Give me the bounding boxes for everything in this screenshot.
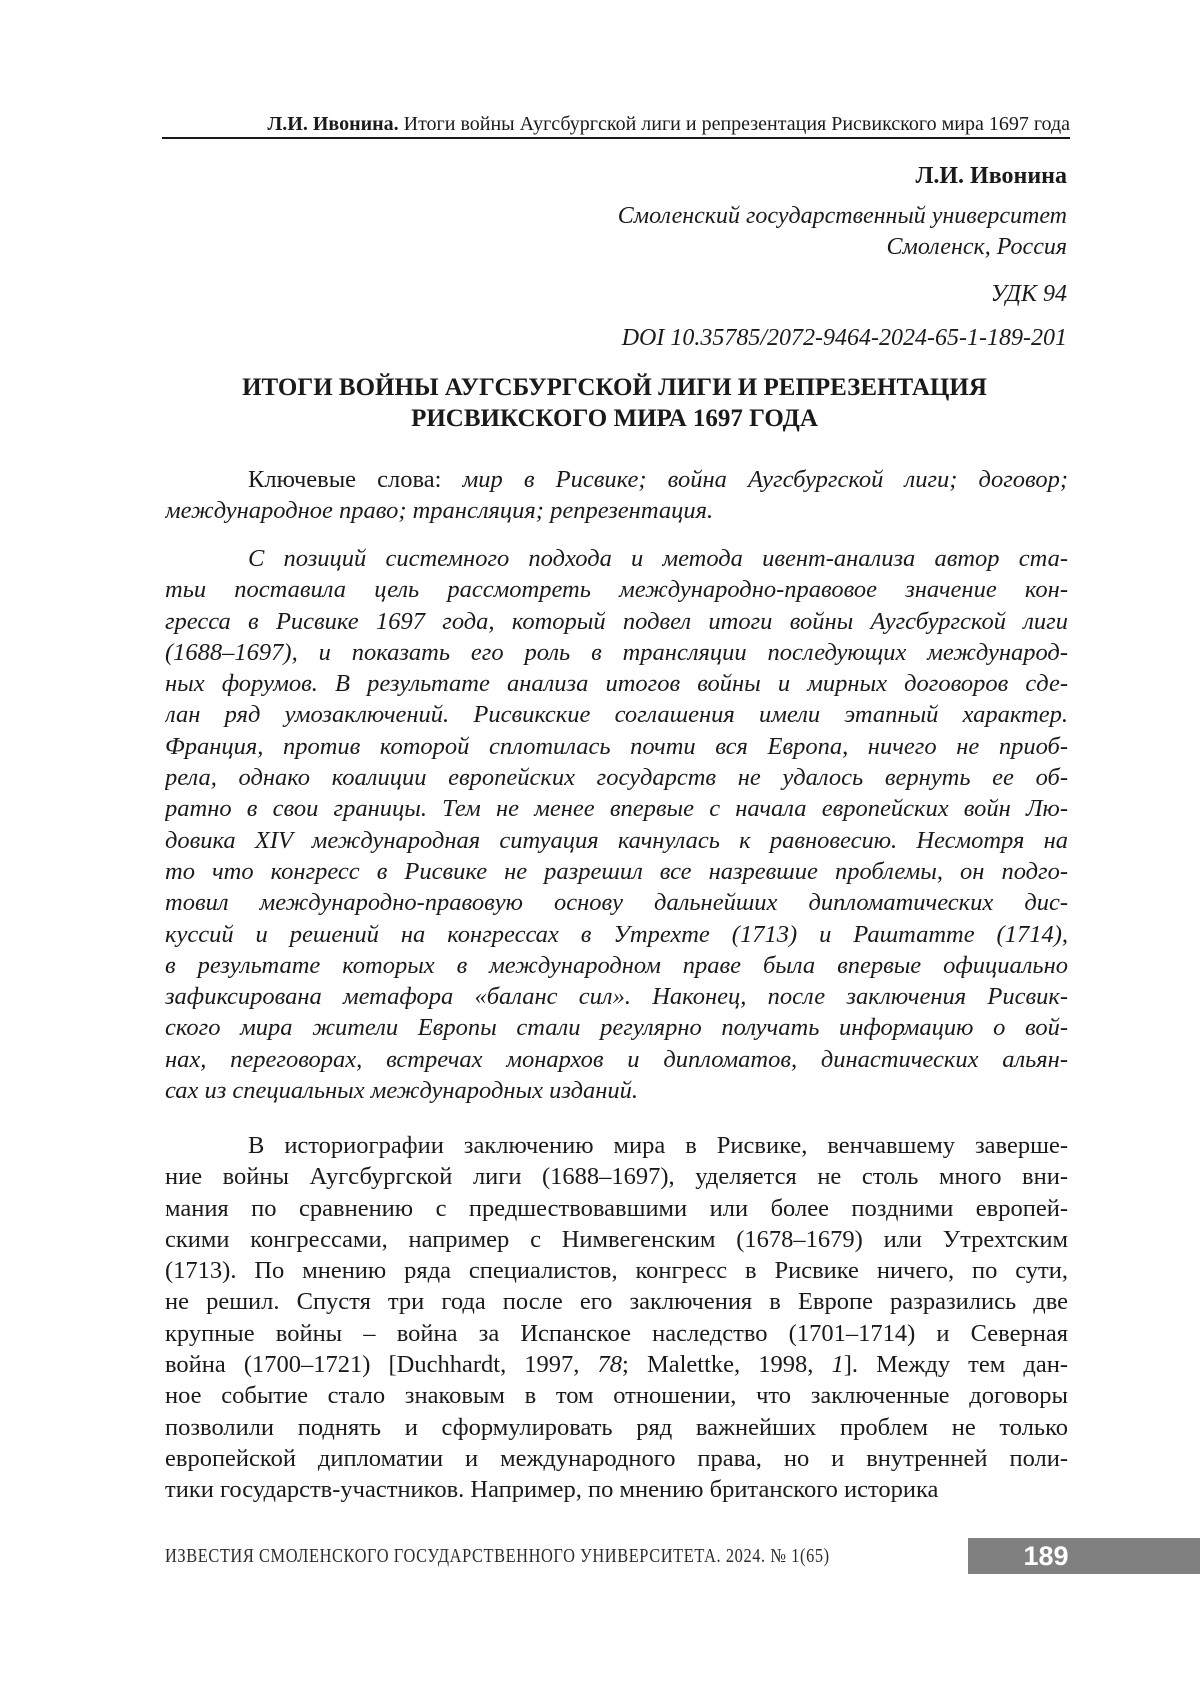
body-line (165, 1349, 1068, 1380)
running-head (162, 111, 1070, 137)
author-affiliation: Смоленский государственный университет (617, 203, 1067, 229)
header-rule (162, 137, 1070, 139)
abstract-line: ных форумов. В результате анализа итогов войны и мирных договоров сде- (165, 670, 1068, 698)
abstract-line: С позиций системного подхода и метода ивент-анализа автор ста- (248, 545, 1068, 572)
abstract-line: товил международно-правовую основу дальнейших дипломатических дис- (165, 889, 1068, 917)
keywords (165, 464, 1068, 527)
running-head-author: Л.И. Ивонина. (267, 113, 399, 135)
abstract-line: тьи поставила цель рассмотреть международно-правовое значение кон- (165, 576, 1068, 604)
article-title-line: РИСВИКСКОГО МИРА 1697 ГОДА (411, 405, 818, 432)
citation-page: 78 (597, 1351, 623, 1379)
abstract-line: Франция, против которой сплотилась почти вся Европа, ничего не приоб- (165, 732, 1068, 760)
body-line: мания по сравнению с предшествовавшими или более поздними европей- (165, 1194, 1068, 1222)
body-line: ное событие стало знаковым в том отношении, что заключенные договоры (165, 1382, 1068, 1410)
keywords-label: Ключевые слова: (248, 466, 442, 493)
author-name: Л.И. Ивонина (915, 163, 1067, 189)
body-line: позволили поднять и сформулировать ряд важнейших проблем не только (165, 1413, 1068, 1441)
doi: DOI 10.35785/2072-9464-2024-65-1-189-201 (621, 325, 1067, 351)
body-line: В историографии заключению мира в Рисвике, венчавшему заверше- (248, 1132, 1068, 1159)
body-line: (1713). По мнению ряда специалистов, конгресс в Рисвике ничего, по сути, (165, 1257, 1068, 1285)
article-title (162, 372, 1067, 434)
abstract-line: гресса в Рисвике 1697 года, который подвел итоги войны Аугсбургской лиги (165, 607, 1068, 635)
article-title-line: ИТОГИ ВОЙНЫ АУГСБУРГСКОЙ ЛИГИ И РЕПРЕЗЕНТАЦИЯ (242, 374, 987, 401)
author-location: Смоленск, Россия (886, 234, 1067, 260)
body-line: не решил. Спустя три года после его заключения в Европе разразились две (165, 1288, 1068, 1316)
abstract-line: то что конгресс в Рисвике не разрешил все назревшие проблемы, он подго- (165, 857, 1068, 885)
keywords-line: международное право; трансляция; репрезентация. (165, 497, 714, 525)
udc-code: УДК 94 (990, 281, 1067, 307)
text-fragment: ]. Между тем дан- (843, 1351, 1068, 1379)
text-fragment: война (1700–1721) [Duchhardt, 1997, (165, 1351, 598, 1379)
abstract-line: ского мира жители Европы стали регулярно получать информацию о вой- (165, 1014, 1068, 1042)
abstract (165, 543, 1068, 1106)
citation-page: 1 (831, 1351, 844, 1379)
abstract-line: куссий и решений на конгрессах в Утрехте (1713) и Раштатте (1714), (165, 920, 1068, 948)
body-line: крупные войны – война за Испанское наследство (1701–1714) и Северная (165, 1319, 1068, 1347)
text-fragment: ; Malettke, 1998, (622, 1351, 832, 1379)
abstract-line: ратно в свои границы. Тем не менее впервые с начала европейских войн Лю- (165, 795, 1068, 823)
running-head-title: Итоги войны Аугсбургской лиги и репрезентация Рисвикского мира 1697 года (403, 113, 1070, 135)
keywords-line (165, 464, 1068, 495)
footer-journal-name: ИЗВЕСТИЯ СМОЛЕНСКОГО ГОСУДАРСТВЕННОГО УНИВЕРСИТЕТА. 2024. № 1(65) (165, 1546, 830, 1567)
abstract-line: сах из специальных международных изданий. (165, 1077, 639, 1105)
body-line: скими конгрессами, например с Нимвегенским (1678–1679) или Утрехтским (165, 1225, 1068, 1253)
abstract-line: в результате которых в международном праве была впервые официально (165, 951, 1068, 979)
abstract-line: довика XIV международная ситуация качнулась к равновесию. Несмотря на (165, 826, 1068, 854)
abstract-line: зафиксирована метафора «баланс сил». Наконец, после заключения Рисвик- (165, 983, 1068, 1011)
page-number: 189 (1023, 1541, 1069, 1571)
body-line: тики государств-участников. Например, по мнению британского историка (165, 1476, 939, 1504)
keywords-text: мир в Рисвике; война Аугсбургской лиги; договор; (462, 466, 1068, 493)
abstract-line: нах, переговорах, встречах монархов и дипломатов, династических альян- (165, 1045, 1068, 1073)
abstract-line: лан ряд умозаключений. Рисвикские соглашения имели этапный характер. (165, 701, 1068, 729)
abstract-line: рела, однако коалиции европейских государств не удалось вернуть ее об- (165, 764, 1068, 792)
body-line: ние войны Аугсбургской лиги (1688–1697), уделяется не столь много вни- (165, 1163, 1068, 1191)
abstract-line: (1688–1697), и показать его роль в трансляции последующих международ- (165, 638, 1068, 666)
body-line: европейской дипломатии и международного права, но и внутренней поли- (165, 1444, 1068, 1472)
body-text (165, 1130, 1068, 1506)
